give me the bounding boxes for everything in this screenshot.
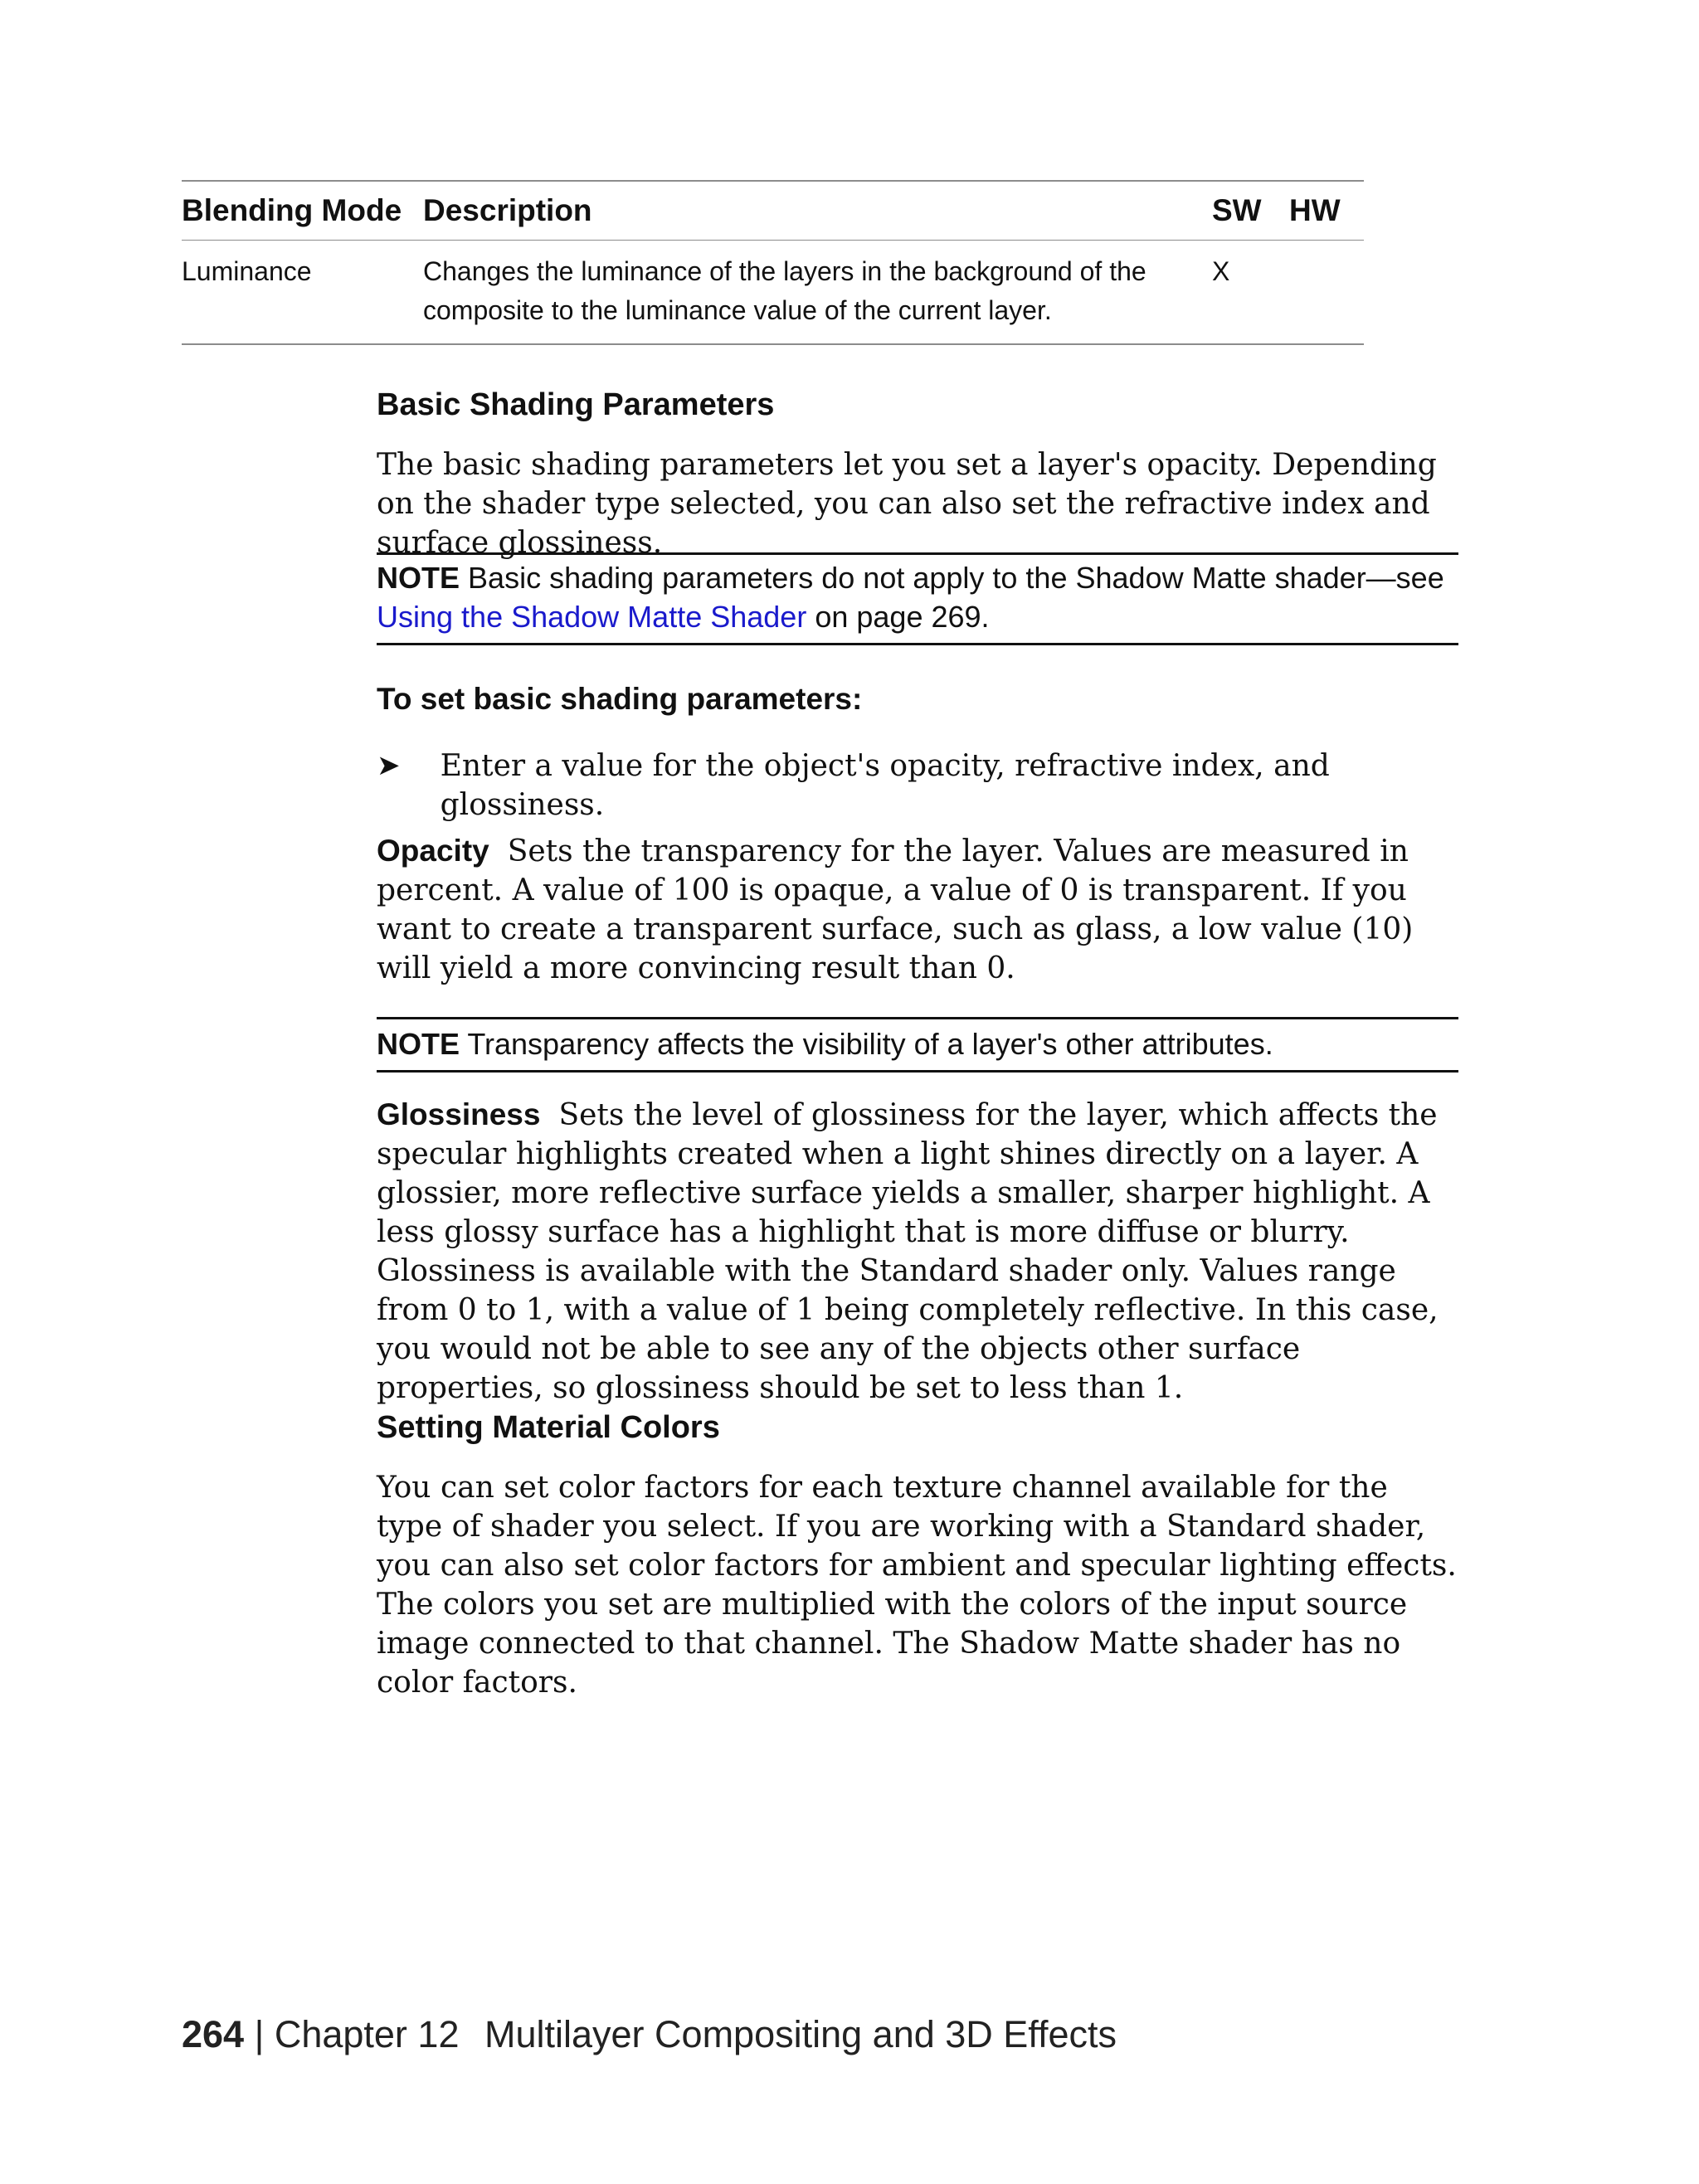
column-header-description: Description xyxy=(423,193,592,227)
material-colors-text: You can set color factors for each texture channel available for the type of shader you select. If you are working with a Standard shader, you can also set color factors for ambient and specular lighting effects. The colors you set are multiplied with the colors of the input source image connected to that channel. The Shadow Matte shader has no color factors. xyxy=(377,1471,1457,1700)
footer-chapter: Chapter 12 xyxy=(274,2013,460,2055)
opacity-definition xyxy=(377,831,1458,988)
table-bottom-rule xyxy=(182,343,1364,345)
note-label: NOTE xyxy=(377,561,460,595)
table-cell-hw xyxy=(1289,252,1364,330)
blending-mode-table xyxy=(182,180,1364,345)
note-box-shadow-matte xyxy=(377,552,1458,645)
step-arrow-icon: ➤ xyxy=(377,749,401,782)
column-header-sw: SW xyxy=(1212,193,1262,227)
page-footer xyxy=(182,2013,1117,2056)
step-text: Enter a value for the object's opacity, refractive index, and glossiness. xyxy=(440,749,1330,822)
table-row xyxy=(182,241,1364,343)
footer-separator: | xyxy=(254,2013,265,2055)
page-number: 264 xyxy=(182,2013,245,2055)
column-header-hw: HW xyxy=(1289,193,1341,227)
table-cell-description: Changes the luminance of the layers in the background of the composite to the luminance value of the current layer. xyxy=(423,256,1146,325)
section-heading-material-colors: Setting Material Colors xyxy=(377,1410,720,1445)
shadow-matte-link[interactable]: Using the Shadow Matte Shader xyxy=(377,600,807,634)
note-page-ref: on page 269. xyxy=(815,600,990,634)
footer-chapter-title: Multilayer Compositing and 3D Effects xyxy=(484,2013,1117,2055)
glossiness-text: Sets the level of glossiness for the layer, which affects the specular highlights created when a light shines directly on a layer. A glossier, more reflective surface yields a smaller, sharper highlight. A less glossy surface has a highlight that is more diffuse or blurry. Glossiness is available with the Standard shader only. Values range from 0 to 1, with a value of 1 being completely reflective. In this case, you would not be able to see any of the objects other surface properties, so glossiness should be set to less than 1. xyxy=(377,1098,1439,1405)
table-cell-sw: X xyxy=(1212,256,1230,286)
table-cell-mode: Luminance xyxy=(182,256,312,286)
opacity-term: Opacity xyxy=(377,834,489,868)
opacity-text: Sets the transparency for the layer. Values are measured in percent. A value of 100 is opaque, a value of 0 is transparent. If you want to create a transparent surface, such as glass, a low value (10) will yield a more convincing result than 0. xyxy=(377,834,1414,985)
note-text: Basic shading parameters do not apply to the Shadow Matte shader—see xyxy=(468,561,1444,595)
table-header-row xyxy=(182,182,1364,240)
note-box-transparency xyxy=(377,1017,1458,1073)
note-text: Transparency affects the visibility of a layer's other attributes. xyxy=(467,1027,1273,1061)
section-heading-basic-shading: Basic Shading Parameters xyxy=(377,387,775,422)
procedure-heading: To set basic shading parameters: xyxy=(377,682,863,716)
note-label: NOTE xyxy=(377,1027,460,1061)
glossiness-definition xyxy=(377,1095,1458,1408)
column-header-blending-mode: Blending Mode xyxy=(182,193,402,227)
section-intro: The basic shading parameters let you set a layer's opacity. Depending on the shader type selected, you can also set the refractive index and surface glossiness. xyxy=(377,448,1437,560)
glossiness-term: Glossiness xyxy=(377,1097,541,1131)
procedure-step xyxy=(377,747,1458,824)
